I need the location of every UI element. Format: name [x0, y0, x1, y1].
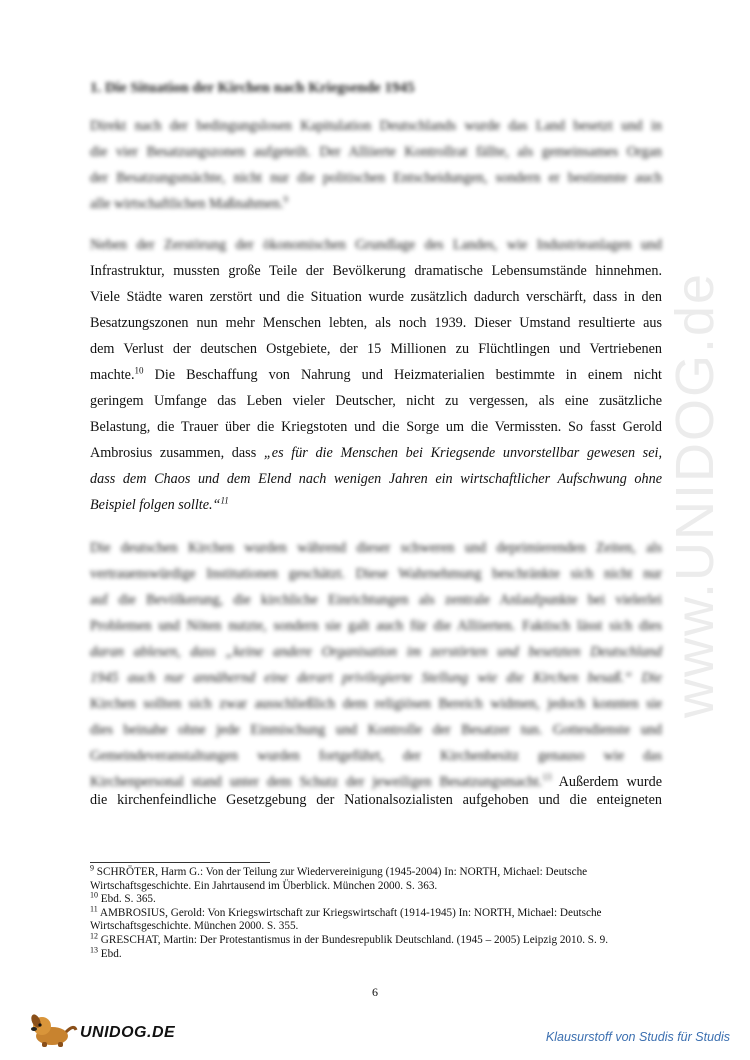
text-line: Direkt nach der bedingungslosen Kapitulation Deutschlands wurde das Land besetzt und in: [90, 118, 662, 134]
text-line: Infrastruktur, mussten große Teile der Bevölkerung dramatische Lebensumstände hinnehmen.: [90, 263, 662, 279]
footnote: $^{12}$ GRESCHAT, Martin: Der Protestantismus in der Bundesrepublik Deutschland. (1945 – 2005) Leipzig 2010. S. 9.: [90, 931, 609, 946]
footnote-divider: [90, 862, 270, 863]
footnote-ref: 10: [134, 365, 144, 376]
footnote-ref: 11: [220, 495, 229, 506]
text-line: der Besatzungsmächte, nicht nur die politischen Entscheidungen, sondern er bestimmte auch: [90, 170, 662, 186]
text-line-blurred: 1945 auch nur annähernd eine derart privilegierte Stellung wie die Kirchen besaß.“ Die: [90, 670, 662, 686]
text-line: Belastung, die Trauer über die Kriegstoten und die Sorge um die Vermissten. So fasst Gerold: [90, 419, 662, 435]
text-line-blurred: auf die Bevölkerung, die kirchliche Einrichtungen als zentrale Anlaufpunkte bei vielerlei: [90, 592, 662, 608]
text-line: die vier Besatzungszonen aufgeteilt. Der Alliierte Kontrollrat fällte, als gemeinsames Organ: [90, 144, 662, 160]
footnotes: [90, 863, 670, 961]
text-line: Ambrosius zusammen, dass „es für die Menschen bei Kriegsende unvorstellbar gewesen sei,: [90, 445, 662, 461]
tagline: Klausurstoff von Studis für Studis: [545, 1030, 730, 1044]
footnote-ref: 13: [542, 772, 552, 783]
footnote: $^{10}$ Ebd. S. 365.: [90, 890, 156, 906]
quote-text: „es für die Menschen bei Kriegsende unvorstellbar gewesen sei,: [263, 445, 662, 461]
text-line: die kirchenfeindliche Gesetzgebung der Nationalsozialisten aufgehoben und die enteigneten: [90, 792, 662, 808]
text-line: Viele Städte waren zerstört und die Situation wurde zusätzlich dadurch verschärft, dass in den: [90, 289, 662, 305]
text-line-blurred: daran ablesen, dass „keine andere Organisation im zerstörten und besetzten Deutschland: [90, 644, 662, 660]
section-heading: 1. Die Situation der Kirchen nach Kriegsende 1945: [90, 80, 415, 96]
footnote-ref: 9: [283, 194, 288, 205]
text-line: geringem Umfange das Leben vieler Deutscher, nicht zu vergessen, als eine zusätzliche: [90, 393, 662, 409]
unidog-logo[interactable]: [28, 1012, 188, 1048]
text-line-blurred: Die deutschen Kirchen wurden während dieser schweren und deprimierenden Zeiten, als: [90, 540, 662, 556]
watermark-text: www.UNIDOG.de: [665, 271, 725, 719]
logo-text: UNIDOG.DE: [80, 1024, 176, 1041]
footnote: $^9$ SCHRÖTER, Harm G.: Von der Teilung zur Wiedervereinigung (1945-2004) In: NORTH, Michael: Deutsche Wirtschaftsgeschichte. Ein Jahrtausend im Überblick. München 2000. S. 363.: [90, 863, 588, 892]
text-line-blurred: vertrauenswürdige Institutionen geschätzt. Diese Wahrnehmung beschränkte sich nicht nur: [90, 566, 662, 582]
text-line-blurred: Kirchen sollten sich zwar ausschließlich dem religiösen Bereich widmen, jedoch konnten sie: [90, 696, 662, 712]
dog-mascot-icon: [28, 1012, 78, 1048]
text-line: alle wirtschaftlichen Maßnahmen.$^9$: [90, 194, 288, 212]
paragraph-1: [90, 113, 662, 217]
footnote: $^{13}$ Ebd.: [90, 944, 122, 960]
text-line-blurred: Problemen und Nöten nutzte, sondern sie galt auch für die Alliierten. Faktisch lässt sich dies: [90, 618, 662, 634]
paragraph-4: [90, 787, 662, 813]
quote-line: dass dem Chaos und dem Elend nach wenigen Jahren ein wirtschaftlicher Aufschwung ohne: [90, 471, 662, 487]
text-line-blurred: dies beinahe ohne jede Einmischung und Kontrolle der Besatzer tun. Gottesdienste und: [90, 722, 662, 738]
text-line: Kirchenpersonal stand unter dem Schutz der jeweiligen Besatzungsmacht.$^{13}$ Außerdem wurde: [90, 772, 662, 790]
quote-line: Beispiel folgen sollte.“$^{11}$: [90, 495, 229, 513]
page-number: 6: [372, 985, 378, 999]
text-line: Besatzungszonen nun mehr Menschen lebten, als noch 1939. Dieser Umstand resultierte aus: [90, 315, 662, 331]
text-line: machte.$^{10}$ Die Beschaffung von Nahrung und Heizmaterialien bestimmte in einem nicht: [90, 365, 662, 383]
text-line: dem Verlust der deutschen Ostgebiete, der 15 Millionen zu Flüchtlingen und Vertriebenen: [90, 341, 662, 357]
footnote: $^{11}$ AMBROSIUS, Gerold: Von Kriegswirtschaft zur Kriegswirtschaft (1914-1945) In: NORTH, Michael: Deutsche Wirtschaftsgeschichte. München 2000. S. 355.: [90, 904, 602, 933]
text-line-blurred: Neben der Zerstörung der ökonomischen Grundlage des Landes, wie Industrieanlagen und: [90, 237, 662, 253]
paragraph-3: [90, 535, 662, 795]
text-line-blurred: Gemeindeveranstaltungen wurden fortgeführt, der Kirchenbesitz genauso wie das: [90, 748, 662, 764]
paragraph-2: [90, 232, 662, 518]
